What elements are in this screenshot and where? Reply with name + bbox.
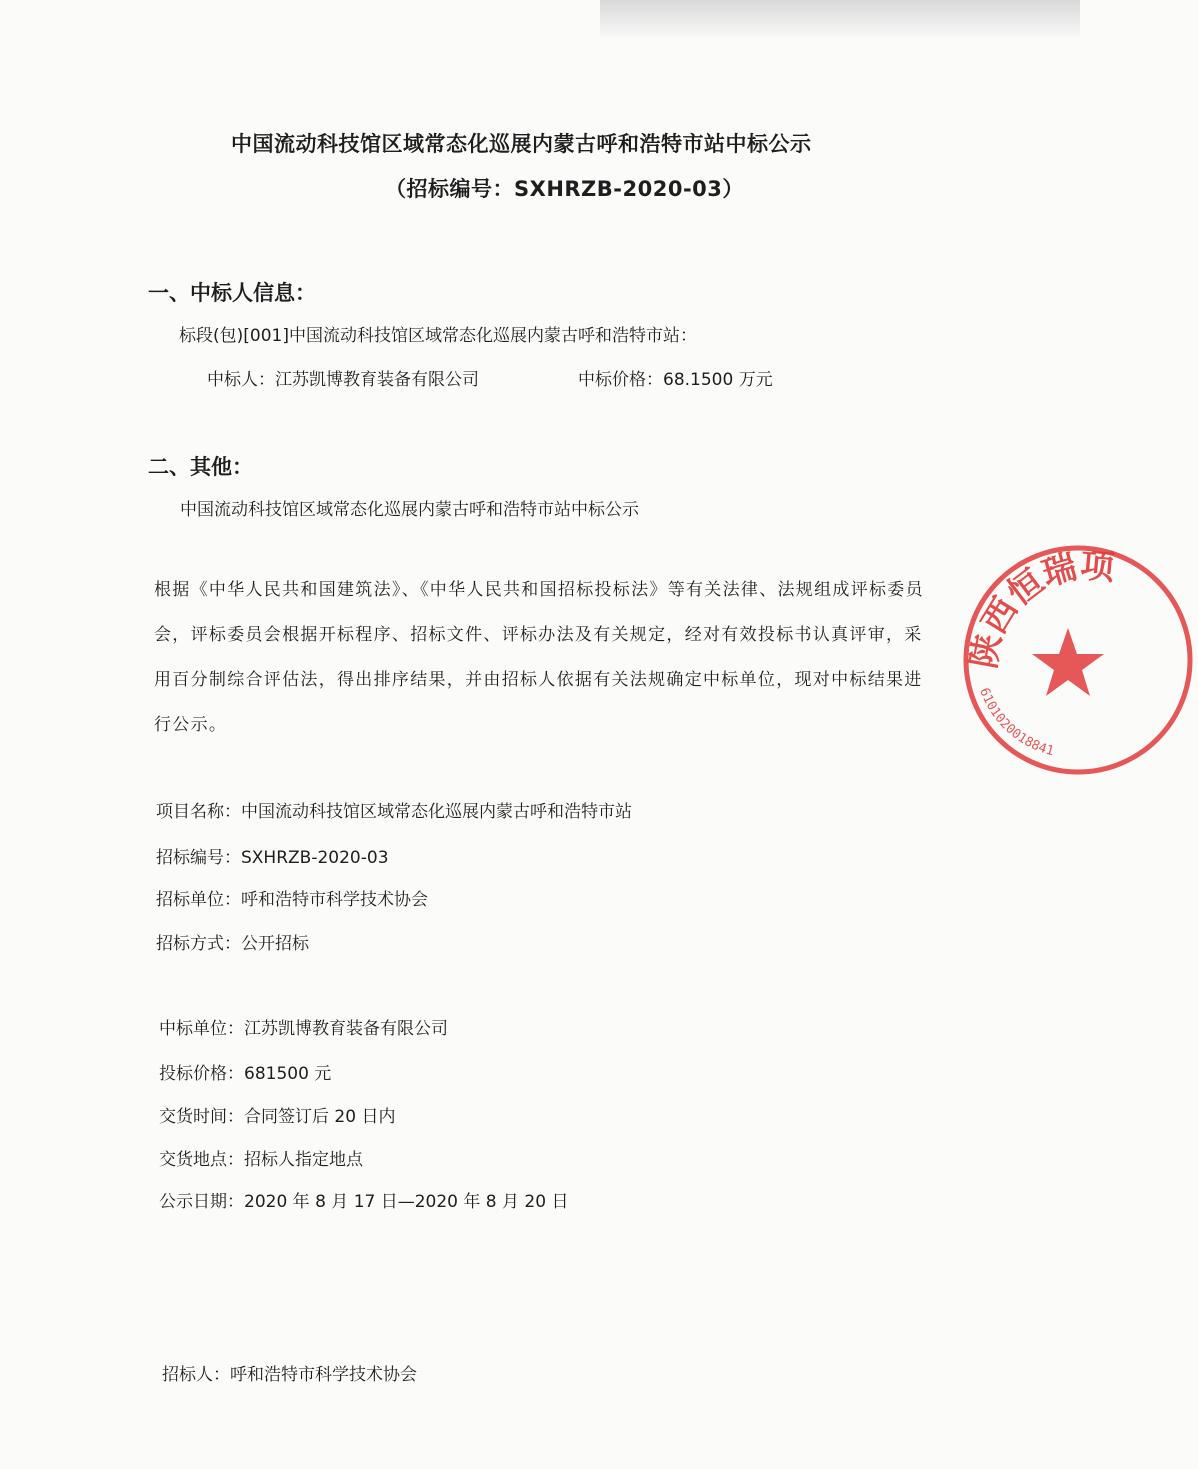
bid-number: （招标编号：SXHRZB-2020-03） xyxy=(385,177,744,201)
tender-method: 招标方式：公开招标 xyxy=(156,934,309,954)
tendering-unit: 招标单位：呼和浩特市科学技术协会 xyxy=(156,890,428,910)
winner-line: 中标人：江苏凯博教育装备有限公司 xyxy=(207,370,479,390)
explanation-paragraph: 根据《中华人民共和国建筑法》、《中华人民共和国招标投标法》等有关法律、法规组成评标委员会，评标委员会根据开标程序、招标文件、评标办法及有关规定，经对有效投标书认真评审，采用百分制综合评估法，得出排序结果，并由招标人依据有关法规确定中标单位，现对中标结果进行公示。 xyxy=(154,580,924,735)
page-title: 中国流动科技馆区域常态化巡展内蒙古呼和浩特市站中标公示 xyxy=(231,132,812,156)
company-seal xyxy=(958,540,1117,780)
delivery-time: 交货时间：合同签订后 20 日内 xyxy=(159,1107,396,1127)
seal-star-icon xyxy=(1032,628,1104,696)
project-name: 项目名称：中国流动科技馆区域常态化巡展内蒙古呼和浩特市站 xyxy=(156,802,632,822)
section-2-heading: 二、其他： xyxy=(148,455,253,479)
price-line: 中标价格：68.1500 万元 xyxy=(578,370,773,390)
seal-number: 6101020018841 xyxy=(976,686,1056,760)
scan-shadow xyxy=(600,0,1080,40)
seal-text: 陕西恒瑞项 xyxy=(963,545,1117,672)
award-winner: 中标单位：江苏凯博教育装备有限公司 xyxy=(159,1019,448,1039)
section-2-subtitle: 中国流动科技馆区域常态化巡展内蒙古呼和浩特市站中标公示 xyxy=(180,500,639,520)
section-1-heading: 一、中标人信息： xyxy=(148,281,316,305)
delivery-place: 交货地点：招标人指定地点 xyxy=(159,1150,363,1170)
publicity-date: 公示日期：2020 年 8 月 17 日—2020 年 8 月 20 日 xyxy=(159,1192,569,1212)
seal-graphic xyxy=(958,540,1198,780)
lot-line: 标段(包)[001]中国流动科技馆区域常态化巡展内蒙古呼和浩特市站： xyxy=(179,326,697,346)
project-code: 招标编号：SXHRZB-2020-03 xyxy=(156,848,389,868)
award-price: 投标价格：681500 元 xyxy=(159,1064,332,1084)
signer: 招标人：呼和浩特市科学技术协会 xyxy=(162,1365,417,1385)
